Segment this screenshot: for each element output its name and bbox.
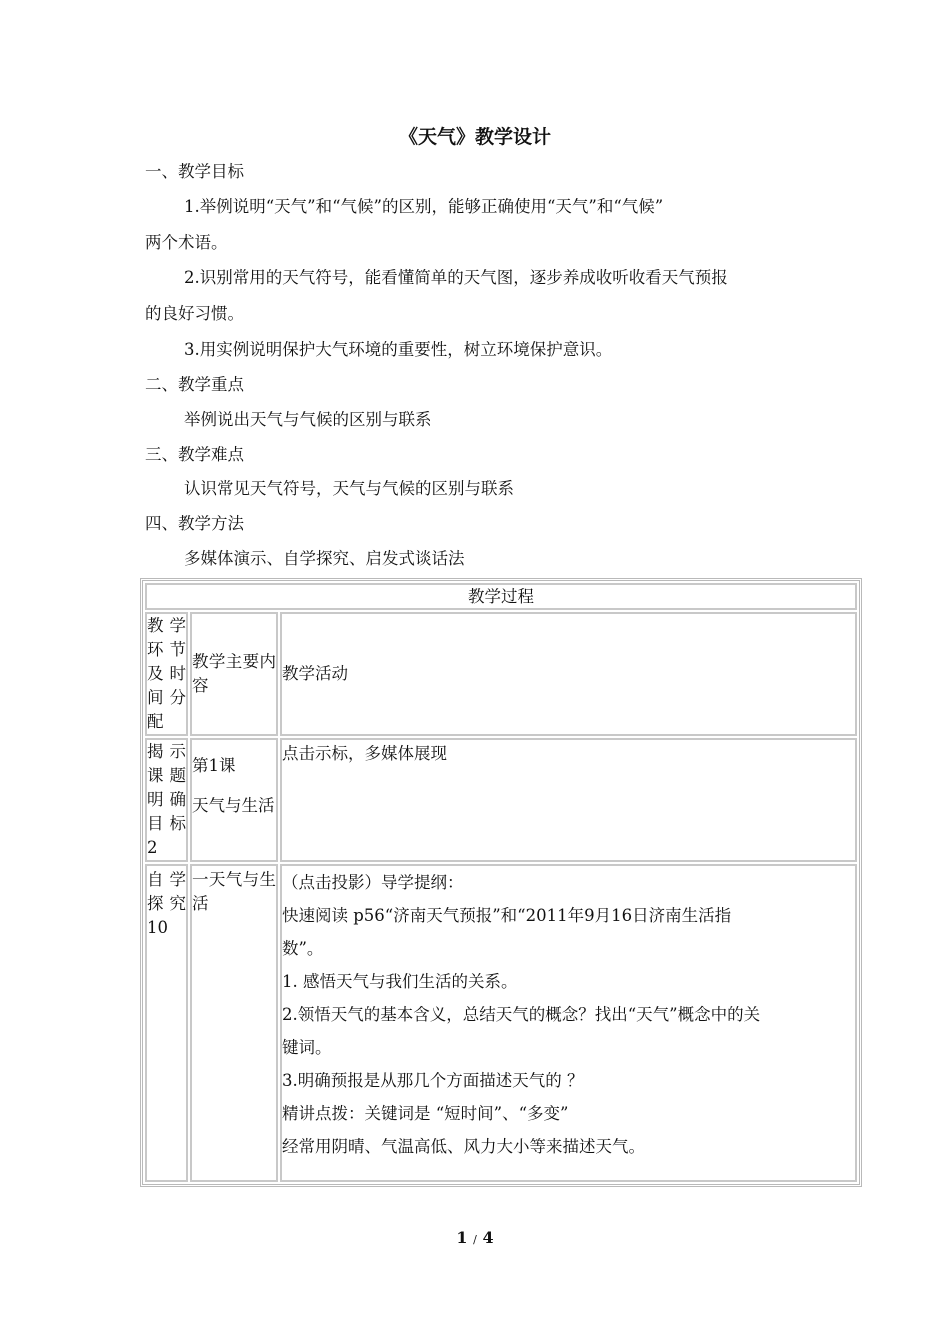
goal-1-line-a: 1.举例说明“天气”和“气候”的区别，能够正确使用“天气”和“气候” xyxy=(184,197,664,216)
activity-line: 点击示标，多媒体展现 xyxy=(282,744,447,763)
goal-2-line-a: 2.识别常用的天气符号，能看懂简单的天气图，逐步养成收听收看天气预报 xyxy=(184,268,728,287)
activity-line: 2.领悟天气的基本含义，总结天气的概念？找出“天气”概念中的关 xyxy=(282,1005,761,1024)
difficulty-heading: 三、教学难点 xyxy=(145,445,244,464)
key-heading: 二、教学重点 xyxy=(145,375,244,394)
page-separator: / xyxy=(473,1233,477,1246)
row-2-phase: 自学探究10 xyxy=(145,864,188,1182)
table-row xyxy=(145,738,857,862)
row-1-content-topic: 天气与生活 xyxy=(192,796,275,815)
goal-heading: 一、教学目标 xyxy=(145,162,244,181)
row-1-phase: 揭示课题明确目标2 xyxy=(145,738,188,862)
method-heading: 四、教学方法 xyxy=(145,514,244,533)
activity-line: 精讲点拨：关键词是 “短时间”、“多变” xyxy=(282,1104,569,1123)
row-1-content xyxy=(190,738,278,862)
table-caption: 教学过程 xyxy=(145,583,857,610)
row-1-activity xyxy=(280,738,857,862)
page-total: 4 xyxy=(482,1228,494,1247)
goal-3: 3.用实例说明保护大气环境的重要性，树立环境保护意识。 xyxy=(184,340,613,359)
header-phase: 教学环节及时间分配 xyxy=(145,612,188,736)
activity-line: 1. 感悟天气与我们生活的关系。 xyxy=(282,972,518,991)
activity-line: 经常用阴晴、气温高低、风力大小等来描述天气。 xyxy=(282,1137,645,1156)
goal-1-line-b: 两个术语。 xyxy=(145,233,228,252)
document-title: 《天气》教学设计 xyxy=(398,126,551,148)
difficulty-text: 认识常见天气符号，天气与气候的区别与联系 xyxy=(184,479,514,498)
page-number xyxy=(0,1228,950,1247)
activity-line: 数”。 xyxy=(282,939,324,958)
activity-line: 3.明确预报是从那几个方面描述天气的 ？ xyxy=(282,1071,584,1090)
row-2-content: 一天气与生活 xyxy=(190,864,278,1182)
row-2-activity xyxy=(280,864,857,1182)
page-current: 1 xyxy=(456,1228,468,1247)
activity-line: 快速阅读 p56“济南天气预报”和“2011年9月16日济南生活指 xyxy=(282,906,732,925)
table-caption-row xyxy=(145,583,857,610)
goal-2-line-b: 的良好习惯。 xyxy=(145,304,244,323)
activity-line: 键词。 xyxy=(282,1038,332,1057)
table-row xyxy=(145,864,857,1182)
method-text: 多媒体演示、自学探究、启发式谈话法 xyxy=(184,549,465,568)
table-header-row xyxy=(145,612,857,736)
row-1-content-lesson: 第1课 xyxy=(192,756,236,775)
key-text: 举例说出天气与气候的区别与联系 xyxy=(184,410,432,429)
teaching-process-table xyxy=(140,578,862,1187)
activity-line: （点击投影）导学提纲： xyxy=(282,873,464,892)
header-activity: 教学活动 xyxy=(280,612,857,736)
header-content: 教学主要内容 xyxy=(190,612,278,736)
